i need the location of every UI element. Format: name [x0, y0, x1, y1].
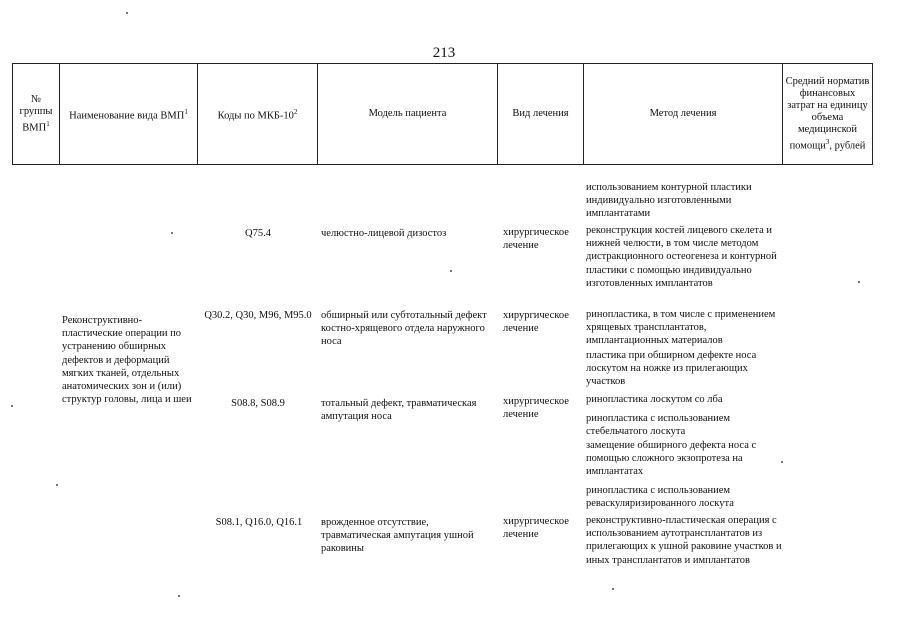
- row-method: ринопластика с использованием реваскуляризированного лоскута: [586, 485, 734, 510]
- header-group-number: № группы ВМП$^1$: [13, 64, 60, 165]
- row-codes: Q75.4: [245, 228, 271, 239]
- scan-speck: [781, 461, 783, 463]
- scan-speck: [11, 405, 13, 407]
- header-treatment-method: Метод лечения: [584, 64, 783, 165]
- scan-speck: [178, 595, 180, 597]
- row-patient-model: обширный или субтотальный дефект костно-хрящевого отдела наружного носа: [321, 310, 487, 348]
- page-number: 213: [432, 45, 456, 61]
- row-patient-model: врожденное отсутствие, травматическая ампутация ушной раковины: [321, 517, 474, 555]
- header-vmp-name: Наименование вида ВМП$^1$: [60, 64, 198, 165]
- row-codes: S08.8, S08.9: [231, 398, 285, 409]
- row-method: ринопластика с использованием стебельчатого лоскута: [586, 413, 731, 438]
- row-method: ринопластика, в том числе с применением хрящевых трансплантатов, имплантационных материалов: [586, 309, 776, 347]
- row-treatment-type: хирургическое лечение: [503, 310, 569, 335]
- scan-speck: [858, 281, 860, 283]
- row-method: реконструктивно-пластическая операция с использованием аутотрансплантатов из прилегающих к ушной раковине участков и иных трансплантатов и имплантатов: [586, 515, 782, 566]
- header-icd-codes: Коды по МКБ-$10^2$: [198, 64, 318, 165]
- row-patient-model: тотальный дефект, травматическая ампутация носа: [321, 398, 477, 423]
- scan-speck: [612, 588, 614, 590]
- row-method: ринопластика лоскутом со лба: [586, 394, 723, 405]
- scan-speck: [450, 270, 452, 272]
- scan-speck: [171, 232, 173, 234]
- row-patient-model: челюстно-лицевой дизостоз: [321, 228, 447, 239]
- row-codes: Q30.2, Q30, M96, M95.0: [204, 310, 312, 321]
- header-average-cost: Средний норматив финансовых затрат на единицу объема медицинской помощи$^3$, рублей: [783, 64, 873, 165]
- row-method: пластика при обширном дефекте носа лоскутом на ножке из прилегающих участков: [586, 350, 757, 388]
- row-codes: S08.1, Q16.0, Q16.1: [215, 517, 303, 528]
- method-continuation: использованием контурной пластики индивидуально изготовленными имплантатами: [586, 182, 752, 220]
- vmp-name-cell: Реконструктивно-пластические операции по устранению обширных дефектов и деформаций мягких тканей, отдельных анатомических зон и (или) структур головы, лица и шеи: [62, 315, 192, 406]
- scan-speck: [126, 12, 128, 14]
- table-header: [12, 63, 873, 165]
- scan-speck: [56, 484, 58, 486]
- row-method: реконструкция костей лицевого скелета и нижней челюсти, в том числе методом дистракционного остеогенеза и контурной пластики с помощью индивидуально изготовленных имплантатов: [586, 225, 777, 289]
- header-patient-model: Модель пациента: [318, 64, 498, 165]
- row-treatment-type: хирургическое лечение: [503, 227, 569, 252]
- row-treatment-type: хирургическое лечение: [503, 396, 569, 421]
- row-method: замещение обширного дефекта носа с помощью сложного экзопротеза на имплантатах: [586, 440, 757, 478]
- header-treatment-type: Вид лечения: [498, 64, 584, 165]
- row-treatment-type: хирургическое лечение: [503, 516, 569, 541]
